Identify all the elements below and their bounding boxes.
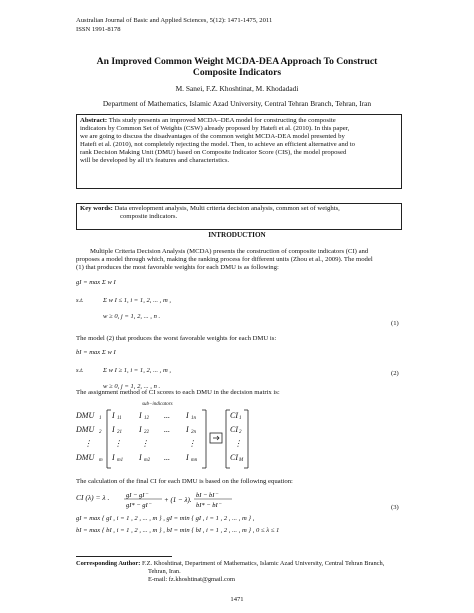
- equation-2-st: s.t.: [76, 367, 84, 374]
- abstract-line: indicators by Common Set of Weights (CSW) already proposed by Hatefi et al. (2010). In this paper,: [80, 124, 350, 132]
- abstract-line: rank Decision Making Unit (DMU) based on Composite Indicator Score (CIS), the model proposed: [80, 148, 347, 156]
- svg-text:bI − bI⁻: bI − bI⁻: [196, 492, 218, 499]
- equation-2-constraint: Σ w I ≥ 1, i = 1, 2, ... , m ,: [103, 367, 172, 374]
- paragraph: The calculation of the final CI for each DMU is based on the following equation:: [76, 478, 293, 485]
- equation-3-number: (3): [391, 504, 399, 511]
- keywords: [80, 205, 396, 221]
- abstract-line: will be developed by all it's features and characteristics.: [80, 156, 230, 164]
- equation-2-objective: bI = max Σ w I: [76, 349, 116, 356]
- keywords-label: Key words:: [80, 205, 113, 212]
- abstract-label: Abstract:: [80, 117, 108, 124]
- decision-matrix: sub−indicators DMU 1 I 11 I 12 ... I 1n CI 1 DMU 2 I 21 I 22 ... I 2n CI 2 ⋮ ⋮ ⋮ ⋮ ⋮ DMU m I m1 I m2 ... I mn CI M: [76, 400, 396, 470]
- journal-citation: Australian Journal of Basic and Applied Sciences, 5(12): 1471-1475, 2011: [76, 17, 273, 24]
- intro-line: proposes a model through which, making the ranking process for different units (Zhou et al., 2009). The model: [76, 256, 373, 263]
- equation-3-bi: bI = max { bI , i = 1 , 2 , ... , m } , bI = min { bI , i = 1 , 2 , ... , m } , 0 ≤ λ ≤ 1: [76, 527, 280, 534]
- affiliation: Department of Mathematics, Islamic Azad University, Central Tehran Branch, Tehran, Iran: [102, 99, 372, 108]
- page-number: 1471: [230, 596, 244, 603]
- abstract: [80, 117, 398, 164]
- equation-3-gi: gI = max { gI , i = 1 , 2 , ... , m } , gI = min { gI , i = 1 , 2 , ... , m } ,: [76, 515, 255, 522]
- abstract-line: This study presents an improved MCDA–DEA model for constructing the composite: [108, 117, 336, 124]
- abstract-line: Hatefi et al. (2010), not completely rejecting the model. Then, to achieve an efficient alternative and to: [80, 140, 355, 148]
- equation-1-number: (1): [391, 320, 399, 327]
- abstract-line: we are going to discuss the disadvantages of the common weight MCDA-DEA model presented by: [80, 132, 345, 140]
- paragraph: The assignment method of CI scores to each DMU in the decision matrix is:: [76, 389, 280, 396]
- footnote-line: F.Z. Khoshtinat, Department of Mathematics, Islamic Azad University, Central Tehran Branch,: [141, 560, 385, 567]
- section-heading: INTRODUCTION: [208, 231, 266, 239]
- footnote-line: Tehran, Iran.: [148, 567, 181, 575]
- keywords-line: Data envelopment analysis, Multi criteria decision analysis, common set of weights,: [114, 205, 340, 212]
- footnote-rule: [76, 556, 172, 557]
- keywords-line: composite indicators.: [120, 213, 178, 220]
- authors: M. Sanei, F.Z. Khoshtinat, M. Khodadadi: [175, 84, 299, 93]
- svg-text:bI* − bI⁻: bI* − bI⁻: [196, 502, 222, 509]
- equation-1: [76, 275, 376, 325]
- footnote: [76, 560, 406, 583]
- equation-2: [76, 345, 376, 395]
- equation-1-nonneg: w ≥ 0, j = 1, 2, ... , n .: [103, 313, 161, 320]
- intro-line: Multiple Criteria Decision Analysis (MCDA) presents the construction of composite indicators (CI) and: [90, 248, 369, 255]
- equation-3: [76, 489, 396, 539]
- equation-1-constraint: Σ w I ≤ 1, i = 1, 2, ... , m ,: [103, 297, 172, 304]
- matrix-header: sub−indicators: [142, 402, 173, 407]
- equation-3-fractions: [124, 490, 244, 510]
- paper-title-line1: An Improved Common Weight MCDA-DEA Approach To Construct: [96, 56, 378, 67]
- equation-3-ci: CI (λ) = λ .: [76, 493, 110, 502]
- svg-text:gI − gI⁻: gI − gI⁻: [126, 492, 148, 499]
- svg-text:gI* − gI⁻: gI* − gI⁻: [126, 502, 152, 509]
- svg-text:+ (1 − λ).: + (1 − λ).: [164, 496, 192, 504]
- journal-issn: ISSN 1991-8178: [76, 26, 121, 33]
- equation-1-st: s.t.: [76, 297, 84, 304]
- equation-2-number: (2): [391, 370, 399, 377]
- equation-2-nonneg: w ≥ 0, j = 1, 2, ... , n .: [103, 383, 161, 390]
- paragraph: The model (2) that produces the worst favorable weights for each DMU is:: [76, 335, 277, 342]
- footnote-email: E-mail: fz.khoshtinat@gmail.com: [148, 575, 235, 583]
- equation-1-objective: gI = max Σ w I: [76, 279, 116, 286]
- paper-title-line2: Composite Indicators: [192, 67, 282, 78]
- footnote-label: Corresponding Author:: [76, 560, 141, 567]
- intro-line: (1) that produces the most favorable weights for each DMU is as following:: [76, 264, 279, 271]
